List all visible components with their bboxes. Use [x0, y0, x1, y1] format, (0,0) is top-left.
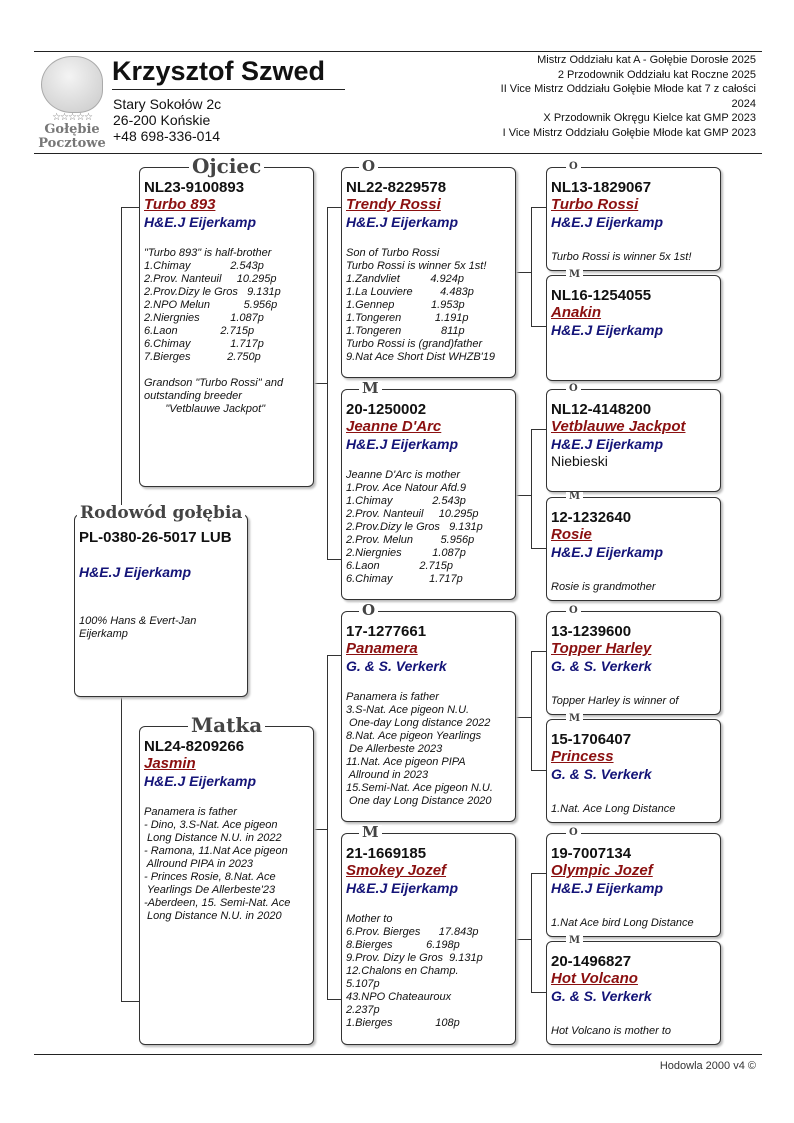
connector-line	[531, 770, 546, 771]
box-label: M	[566, 936, 583, 946]
pigeon-notes	[551, 695, 678, 708]
connector-line	[515, 495, 531, 496]
pigeon-name: Topper Harley	[551, 640, 652, 657]
breeder-name: H&E.J Eijerkamp	[144, 773, 257, 789]
pigeon-name: Rosie	[551, 526, 592, 543]
pigeon-notes	[346, 913, 515, 1030]
box-label: M	[359, 381, 382, 396]
note-line: 6.Laon 2.715p	[346, 560, 454, 572]
owner-address	[113, 96, 221, 144]
note-line: 6.Laon 2.715p	[144, 325, 255, 337]
header-bottom-rule	[34, 153, 762, 154]
breeder-name: H&E.J Eijerkamp	[79, 564, 192, 580]
note-line: Hot Volcano is mother to	[551, 1025, 672, 1037]
note-line: 1.Chimay 2.543p	[346, 495, 466, 507]
note-line: Eijerkamp	[79, 628, 128, 640]
pedigree-box-mf[interactable]	[341, 611, 516, 822]
note-line: 1.Prov. Ace Natour Afd.9	[346, 482, 467, 494]
pigeon-name: Vetblauwe Jackpot	[551, 418, 686, 435]
note-line: 9.Nat Ace Short Dist WHZB'19	[346, 351, 496, 363]
owner-name: Krzysztof Szwed	[112, 56, 345, 90]
note-line: 15.Semi-Nat. Ace pigeon N.U.	[346, 782, 493, 794]
connector-line	[327, 559, 341, 560]
pedigree-box-fmm[interactable]	[546, 497, 721, 601]
box-label: O	[566, 606, 581, 616]
ring-number: 20-1496827	[551, 953, 632, 970]
connector-line	[531, 207, 546, 208]
note-line: Jeanne D'Arc is mother	[346, 469, 460, 481]
ring-number: NL13-1829067	[551, 179, 652, 196]
note-line: 3.S-Nat. Ace pigeon N.U.	[346, 704, 470, 716]
breeder-name: H&E.J Eijerkamp	[551, 436, 664, 452]
breeder-name: H&E.J Eijerkamp	[346, 880, 459, 896]
box-label: M	[566, 270, 583, 280]
box-label: M	[359, 825, 382, 840]
logo-text-line: Gołębie	[44, 122, 100, 137]
footer-credit: Hodowla 2000 v4 ©	[659, 1060, 756, 1072]
header-top-rule	[34, 51, 762, 52]
achievement: 2 Przodownik Oddziału kat Roczne 2025	[557, 68, 756, 81]
pedigree-box-fm[interactable]	[341, 389, 516, 600]
pedigree-box-ff[interactable]	[341, 167, 516, 378]
note-line: 8.Bierges 6.198p	[346, 939, 460, 951]
pedigree-box-subject[interactable]	[74, 514, 248, 697]
breeder-name: G. & S. Verkerk	[551, 658, 652, 674]
stars-icon: ☆☆☆☆☆	[52, 112, 92, 123]
pedigree-box-mm[interactable]	[341, 833, 516, 1045]
note-line: - Ramona, 11.Nat Ace pigeon	[144, 845, 288, 857]
ring-number: PL-0380-26-5017 LUB	[79, 529, 232, 546]
connector-line	[531, 548, 546, 549]
connector-line	[531, 992, 546, 993]
connector-line	[531, 651, 532, 770]
connector-line	[121, 207, 139, 208]
footer-rule	[34, 1054, 762, 1055]
note-line: 5.107p	[346, 978, 380, 990]
note-line: Rosie is grandmother	[551, 581, 656, 593]
pigeon-notes	[346, 469, 515, 586]
pigeon-name: Hot Volcano	[551, 970, 638, 987]
note-line: Panamera is father	[346, 691, 439, 703]
ring-number: NL12-4148200	[551, 401, 652, 418]
achievement: Mistrz Oddziału kat A - Gołębie Dorosłe 2025	[537, 54, 756, 66]
box-label: O	[359, 603, 378, 618]
breeder-name: G. & S. Verkerk	[551, 988, 652, 1004]
box-label: O	[359, 159, 378, 174]
note-line: Grandson "Turbo Rossi" and	[144, 377, 284, 389]
note-line: 1.Nat. Ace Long Distance	[551, 803, 676, 815]
ring-number: 20-1250002	[346, 401, 427, 418]
pigeon-notes	[79, 615, 247, 641]
connector-line	[515, 939, 531, 940]
pigeon-color: Niebieski	[551, 453, 608, 469]
connector-line	[531, 651, 546, 652]
connector-line	[327, 207, 341, 208]
breeder-name: H&E.J Eijerkamp	[144, 214, 257, 230]
note-line: 2.NPO Melun 5.956p	[144, 299, 278, 311]
note-line: Topper Harley is winner of	[551, 695, 679, 707]
pedigree-box-fff[interactable]	[546, 167, 721, 271]
pedigree-box-ffm[interactable]	[546, 275, 721, 381]
note-line: Yearlings De Allerbeste'23	[144, 884, 276, 896]
pigeon-notes	[551, 917, 694, 930]
note-line: 2.Prov.Dizy le Gros 9.131p	[346, 521, 483, 533]
connector-line	[313, 829, 327, 830]
box-label: Matka	[188, 715, 265, 735]
pigeon-head-icon	[41, 56, 103, 113]
note-line: 1.La Louviere 4.483p	[346, 286, 474, 298]
note-line: 11.Nat. Ace pigeon PIPA	[346, 756, 466, 768]
note-line: 2.Prov. Melun 5.956p	[346, 534, 475, 546]
note-line: 6.Chimay 1.717p	[144, 338, 264, 350]
breeder-name: H&E.J Eijerkamp	[551, 544, 664, 560]
box-label: O	[566, 384, 581, 394]
note-line: Turbo Rossi is winner 5x 1st!	[346, 260, 487, 272]
note-line: 100% Hans & Evert-Jan	[79, 615, 197, 627]
note-line: 9.Prov. Dizy le Gros 9.131p	[346, 952, 483, 964]
pigeon-notes	[346, 691, 515, 808]
note-line: Panamera is father	[144, 806, 237, 818]
pigeon-notes	[144, 247, 313, 416]
breeder-name: G. & S. Verkerk	[346, 658, 447, 674]
pedigree-box-mother[interactable]	[139, 726, 314, 1045]
pigeon-name: Olympic Jozef	[551, 862, 653, 879]
ring-number: 17-1277661	[346, 623, 427, 640]
pigeon-name: Jasmin	[144, 755, 196, 772]
achievement: II Vice Mistrz Oddziału Gołębie Młode kat 7 z całości 2024	[500, 83, 756, 110]
address-street: Stary Sokołów 2c	[113, 96, 222, 112]
achievement: I Vice Mistrz Oddziału Gołębie Młode kat GMP 2023	[502, 126, 756, 139]
note-line: Long Distance N.U. in 2022	[144, 832, 282, 844]
ring-number: 21-1669185	[346, 845, 427, 862]
note-line: 6.Chimay 1.717p	[346, 573, 463, 585]
connector-line	[531, 429, 546, 430]
connector-line	[531, 873, 546, 874]
ring-number: NL23-9100893	[144, 179, 245, 196]
pigeon-notes	[551, 803, 675, 816]
connector-line	[515, 717, 531, 718]
pigeon-notes	[551, 581, 656, 594]
logo-text-line: Pocztowe	[38, 136, 106, 151]
note-line: 2.Niergnies 1.087p	[144, 312, 264, 324]
box-label: Rodowód gołębia	[77, 505, 245, 522]
achievement: X Przodownik Okręgu Kielce kat GMP 2023	[543, 112, 756, 124]
achievements-list	[486, 53, 756, 140]
ring-number: 13-1239600	[551, 623, 632, 640]
note-line: 8.Nat. Ace pigeon Yearlings	[346, 730, 482, 742]
ring-number: 12-1232640	[551, 509, 632, 526]
ring-number: NL22-8229578	[346, 179, 447, 196]
note-line	[144, 364, 313, 377]
pigeon-name: Turbo Rossi	[551, 196, 639, 213]
pedigree-box-father[interactable]	[139, 167, 314, 487]
note-line: 43.NPO Chateauroux	[346, 991, 452, 1003]
note-line: 1.Nat Ace bird Long Distance	[551, 917, 694, 929]
logo	[36, 56, 108, 151]
note-line: 7.Bierges 2.750p	[144, 351, 261, 363]
note-line: "Vetblauwe Jackpot"	[144, 403, 266, 415]
note-line: One day Long Distance 2020	[346, 795, 492, 807]
box-label: O	[566, 828, 581, 838]
pedigree-box-mfm[interactable]	[546, 719, 721, 823]
box-label: M	[566, 492, 583, 502]
connector-line	[531, 873, 532, 992]
note-line: 1.Tongeren 811p	[346, 325, 465, 337]
note-line: 1.Tongeren 1.191p	[346, 312, 469, 324]
connector-line	[121, 1001, 139, 1002]
note-line: Turbo Rossi is (grand)father	[346, 338, 483, 350]
pigeon-name: Princess	[551, 748, 614, 765]
note-line: Allround in 2023	[346, 769, 429, 781]
note-line: 2.Prov. Nanteuil 10.295p	[346, 508, 479, 520]
note-line: 2.237p	[346, 1004, 380, 1016]
note-line: -Aberdeen, 15. Semi-Nat. Ace	[144, 897, 291, 909]
note-line: 1.Gennep 1.953p	[346, 299, 465, 311]
note-line: Mother to	[346, 913, 393, 925]
note-line: Long Distance N.U. in 2020	[144, 910, 282, 922]
pigeon-name: Jeanne D'Arc	[346, 418, 442, 435]
pigeon-notes	[346, 247, 515, 364]
note-line: - Princes Rosie, 8.Nat. Ace	[144, 871, 276, 883]
breeder-name: H&E.J Eijerkamp	[551, 322, 664, 338]
note-line: Son of Turbo Rossi	[346, 247, 440, 259]
note-line: 2.Prov. Nanteuil 10.295p	[144, 273, 277, 285]
note-line: "Turbo 893" is half-brother	[144, 247, 272, 259]
pigeon-name: Trendy Rossi	[346, 196, 441, 213]
connector-line	[313, 383, 327, 384]
phone-number: +48 698-336-014	[113, 128, 221, 144]
pigeon-name: Panamera	[346, 640, 418, 657]
note-line: De Allerbeste 2023	[346, 743, 443, 755]
connector-line	[531, 207, 532, 326]
connector-line	[327, 999, 341, 1000]
pigeon-name: Smokey Jozef	[346, 862, 447, 879]
pedigree-box-mff[interactable]	[546, 611, 721, 715]
note-line: - Dino, 3.S-Nat. Ace pigeon	[144, 819, 278, 831]
breeder-name: H&E.J Eijerkamp	[551, 880, 664, 896]
ring-number: NL16-1254055	[551, 287, 652, 304]
pedigree-box-fmf[interactable]	[546, 389, 721, 492]
pigeon-notes	[551, 1025, 671, 1038]
ring-number: 15-1706407	[551, 731, 632, 748]
pigeon-notes	[551, 251, 691, 264]
note-line: 1.Bierges 108p	[346, 1017, 460, 1029]
note-line: 6.Prov. Bierges 17.843p	[346, 926, 479, 938]
pigeon-name: Anakin	[551, 304, 602, 321]
box-label: Ojciec	[189, 156, 264, 176]
breeder-name: H&E.J Eijerkamp	[346, 436, 459, 452]
note-line: Turbo Rossi is winner 5x 1st!	[551, 251, 692, 263]
pigeon-name-empty	[79, 546, 247, 556]
breeder-name: H&E.J Eijerkamp	[346, 214, 459, 230]
note-line: One-day Long distance 2022	[346, 717, 491, 729]
box-label: M	[566, 714, 583, 724]
box-label: O	[566, 162, 581, 172]
ring-number: 19-7007134	[551, 845, 632, 862]
note-line: outstanding breeder	[144, 390, 242, 402]
note-line: Allround PIPA in 2023	[144, 858, 254, 870]
note-line: 1.Zandvliet 4.924p	[346, 273, 465, 285]
connector-line	[327, 207, 328, 560]
pigeon-name: Turbo 893	[144, 196, 216, 213]
connector-line	[531, 326, 546, 327]
pedigree-box-mmm[interactable]	[546, 941, 721, 1045]
note-line: 2.Prov.Dizy le Gros 9.131p	[144, 286, 281, 298]
address-city: 26-200 Końskie	[113, 112, 211, 128]
connector-line	[327, 655, 341, 656]
connector-line	[327, 655, 328, 1000]
note-line: 12.Chalons en Champ.	[346, 965, 459, 977]
ring-number: NL24-8209266	[144, 738, 245, 755]
connector-line	[531, 429, 532, 548]
pedigree-box-mmf[interactable]	[546, 833, 721, 937]
breeder-name: H&E.J Eijerkamp	[551, 214, 664, 230]
note-line: 1.Chimay 2.543p	[144, 260, 264, 272]
connector-line	[515, 272, 531, 273]
note-line: 2.Niergnies 1.087p	[346, 547, 466, 559]
pigeon-notes	[144, 806, 313, 923]
breeder-name: G. & S. Verkerk	[551, 766, 652, 782]
